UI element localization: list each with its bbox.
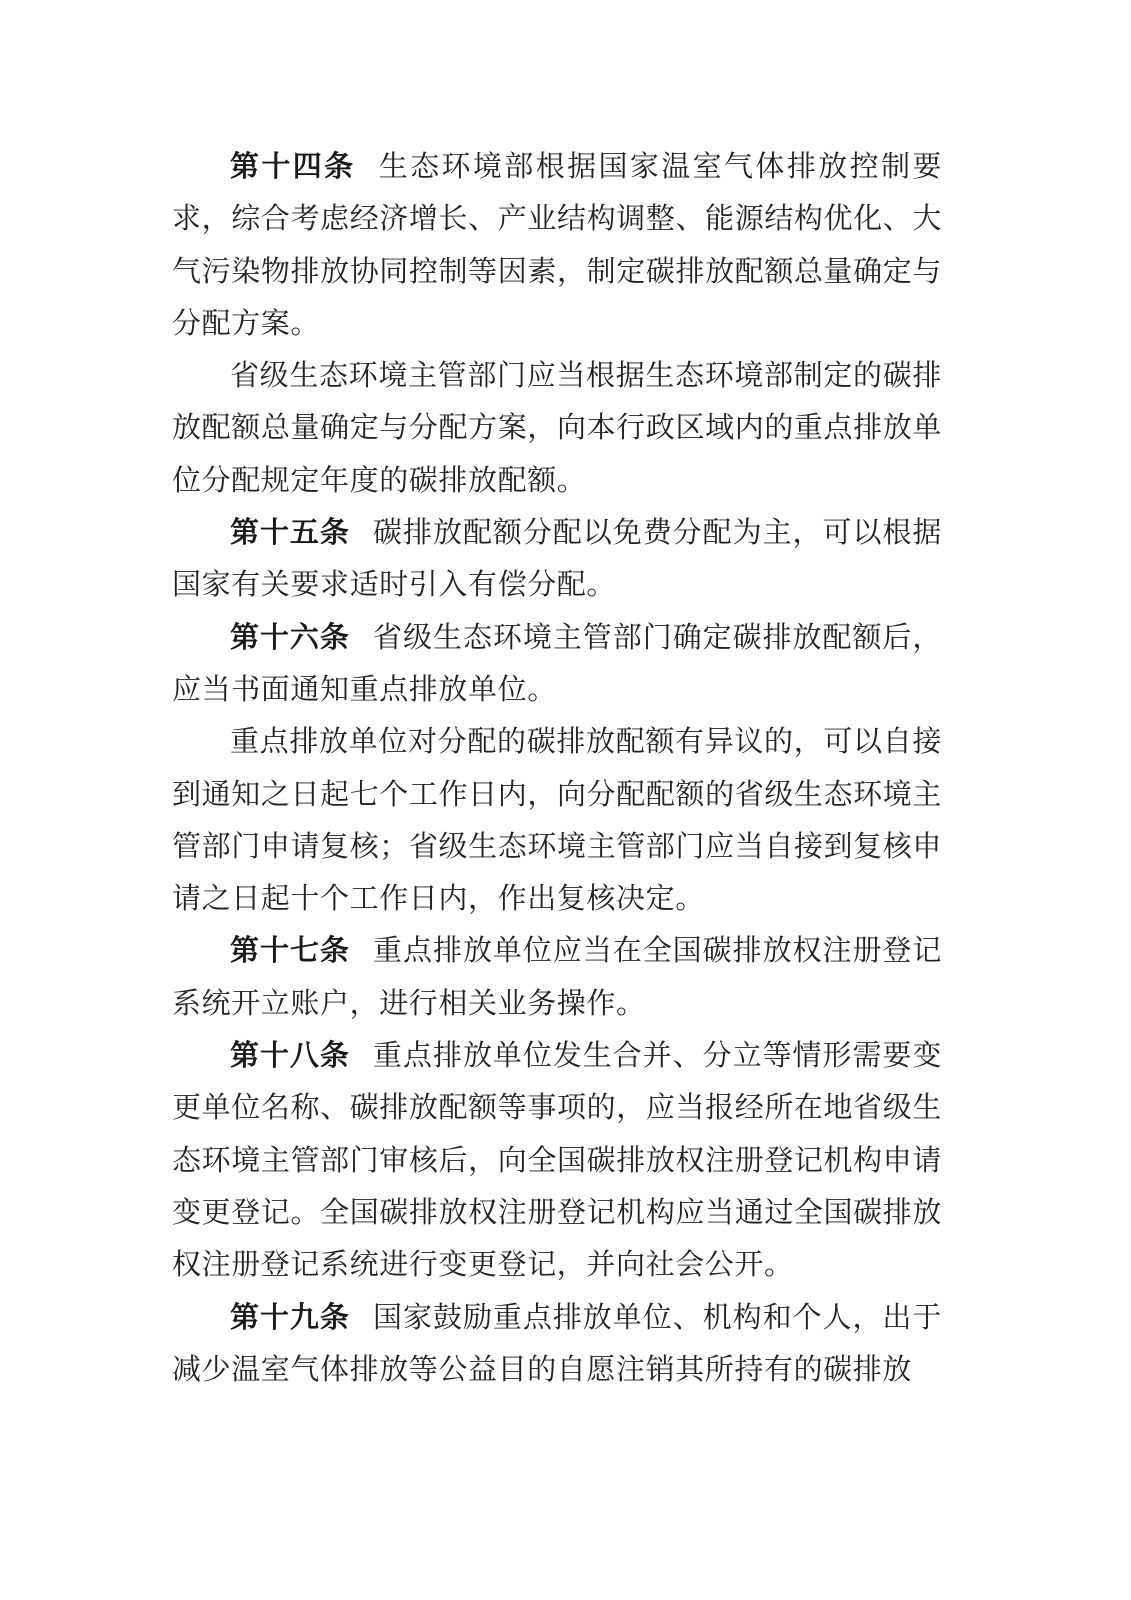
paragraph-text: 省级生态环境主管部门确定碳排放配额后，应当书面通知重点排放单位。 bbox=[172, 619, 942, 706]
article-number: 第十九条 bbox=[230, 1299, 350, 1334]
paragraph-article-16 bbox=[172, 611, 942, 716]
article-number: 第十五条 bbox=[230, 515, 350, 550]
article-number: 第十四条 bbox=[230, 149, 356, 183]
paragraph-text: 重点排放单位对分配的碳排放配额有异议的，可以自接到通知之日起七个工作日内，向分配配额的省级生态环境主管部门申请复核；省级生态环境主管部门应当自接到复核申请之日起十个工作日内，作出复核决定。 bbox=[172, 724, 942, 916]
article-number: 第十六条 bbox=[230, 619, 350, 654]
paragraph-text: 碳排放配额分配以免费分配为主，可以根据国家有关要求适时引入有偿分配。 bbox=[172, 515, 942, 602]
paragraph-article-14 bbox=[172, 140, 942, 349]
article-number: 第十七条 bbox=[230, 933, 350, 968]
paragraph-text: 重点排放单位应当在全国碳排放权注册登记系统开立账户，进行相关业务操作。 bbox=[172, 933, 942, 1020]
document-body bbox=[172, 140, 942, 1395]
paragraph-article-17 bbox=[172, 924, 942, 1029]
paragraph-article-19 bbox=[172, 1291, 942, 1396]
paragraph-text: 国家鼓励重点排放单位、机构和个人，出于减少温室气体排放等公益目的自愿注销其所持有的碳排放 bbox=[172, 1299, 942, 1386]
paragraph-article-16-clause-2 bbox=[172, 715, 942, 924]
paragraph-article-14-clause-2 bbox=[172, 349, 942, 506]
paragraph-text: 省级生态环境主管部门应当根据生态环境部制定的碳排放配额总量确定与分配方案，向本行政区域内的重点排放单位分配规定年度的碳排放配额。 bbox=[172, 358, 942, 497]
paragraph-article-15 bbox=[172, 506, 942, 611]
paragraph-text: 重点排放单位发生合并、分立等情形需要变更单位名称、碳排放配额等事项的，应当报经所在地省级生态环境主管部门审核后，向全国碳排放权注册登记机构申请变更登记。全国碳排放权注册登记机构应当通过全国碳排放权注册登记系统进行变更登记，并向社会公开。 bbox=[172, 1038, 942, 1282]
article-number: 第十八条 bbox=[230, 1038, 350, 1073]
paragraph-text: 生态环境部根据国家温室气体排放控制要求，综合考虑经济增长、产业结构调整、能源结构优化、大气污染物排放协同控制等因素，制定碳排放配额总量确定与分配方案。 bbox=[172, 149, 942, 340]
paragraph-article-18 bbox=[172, 1029, 942, 1290]
